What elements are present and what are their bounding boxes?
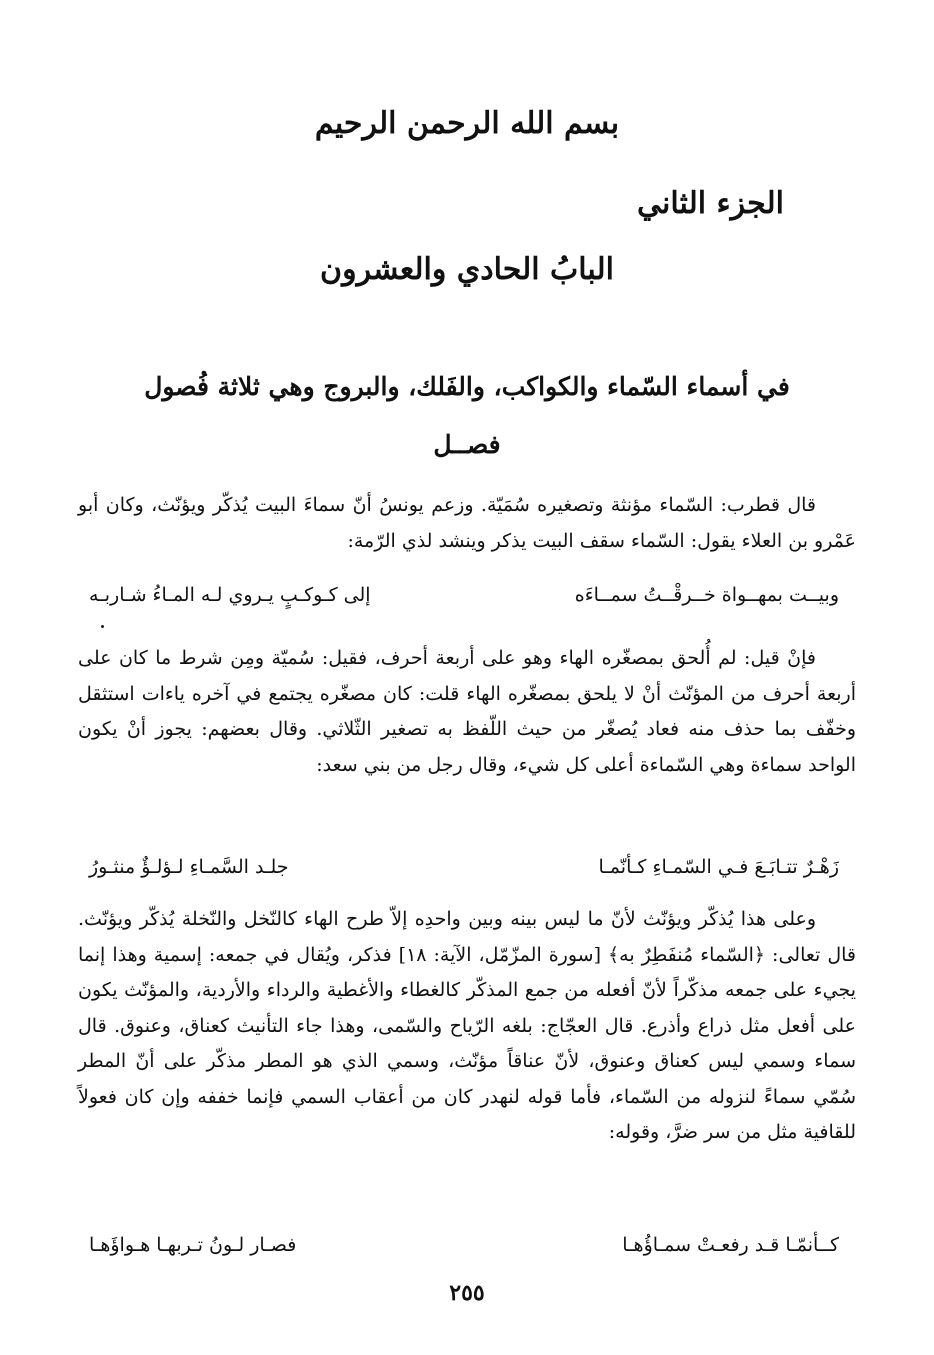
verse-3	[89, 1228, 839, 1262]
paragraph-3: وعلى هذا يُذكّر ويؤنّث لأنّ ما ليس بينه وبين واحدِه إلاّ طرح الهاء كالنّخل والنّخلة يُذكّر ويؤنّث. قال تعالى: ﴿السّماء مُنفَطِرٌ به﴾ [سورة المزّمّل، الآية: ١٨] فذكر، ويُقال في جمعه: إسمية وهذا إنما يجيء على جمعه مذكّراً لأنّ أفعله من جمع المذكّر كالغطاء والأغطية والرداء والأردية، والمؤنّث يكون على أفعل مثل ذراع وأذرع. قال العجّاج: بلغه الرّياح والسّمى، وهذا جاء التأنيث كعناق، وعنوق. قال سماء وسمي ليس كعناق وعنوق، لأنّ عناقاً مؤنّث، وسمي الذي هو المطر مذكّر على أنّ المطر سُمّي سماءً لنزوله من السّماء، فأما قوله لنهدر كان من أعقاب السمي فإنما خففه وإن كان فعولاً للقافية مثل من سر ضرَّ، وقوله:	[78, 908, 856, 1143]
verse-3-second-hemistich: فصـار لـونُ تـربهـا هـواؤَهـا	[89, 1234, 297, 1256]
paragraph-2: فإنْ قيل: لم أُلحق بمصغّره الهاء وهو على أربعة أحرف، فقيل: سُميّة ومِن شرط ما كان على أربعة أحرف من المؤنّث أنْ لا يلحق بمصغّره الهاء قلت: كان مصغّره يجتمع في آخره ياءات استثقل وخفّف بما حذف منه فعاد يُصغّر من حيث اللّفظ به تصغير الثّلاثي. وقال بعضهم: يجوز أنْ يكون الواحد سماءة وهي السّماءة أعلى كل شيء، وقال رجل من بني سعد:	[78, 647, 856, 776]
basmala-heading: بسم الله الرحمن الرحيم	[314, 106, 620, 141]
paragraph-1: قال قطرب: السّماء مؤنثة وتصغيره سُمَيّة. وزعم يونسُ أنّ سماءَ البيت يُذكّر ويؤنّث، وكان أبو عَمْرو بن العلاء يقول: السّماء سقف البيت يذكر وينشد لذي الرّمة:	[78, 494, 856, 552]
verse-1-first-hemistich: وبيــت بمهــواة خــرقْــتُ سمــاءَه	[574, 584, 839, 606]
verse-3-first-hemistich: كــأنمّـا قـد رفعـتْ سمـاؤُهـا	[622, 1234, 839, 1256]
verse-2	[89, 850, 839, 884]
part-heading: الجزء الثاني	[637, 186, 784, 221]
chapter-heading: البابُ الحادي والعشرون	[320, 252, 614, 287]
page-number: ٢٥٥	[449, 1280, 485, 1306]
chapter-subtitle: في أسماء السّماء والكواكب، والفَلك، والبروج وهي ثلاثة فُصول	[144, 372, 790, 401]
stray-mark	[101, 625, 104, 628]
verse-1	[89, 578, 839, 612]
verse-1-second-hemistich: إلى كـوكـبٍ يـروي لـه المـاءُ شـاربـه	[89, 584, 371, 606]
verse-2-first-hemistich: زَهْـرٌ تتـابَـعَ فـي السّمـاءِ كـأنّمـا	[598, 856, 839, 878]
section-heading: فصــل	[433, 430, 501, 459]
verse-2-second-hemistich: جلـد السَّمـاءِ لـؤلـؤٌ منثـورُ	[89, 856, 289, 878]
